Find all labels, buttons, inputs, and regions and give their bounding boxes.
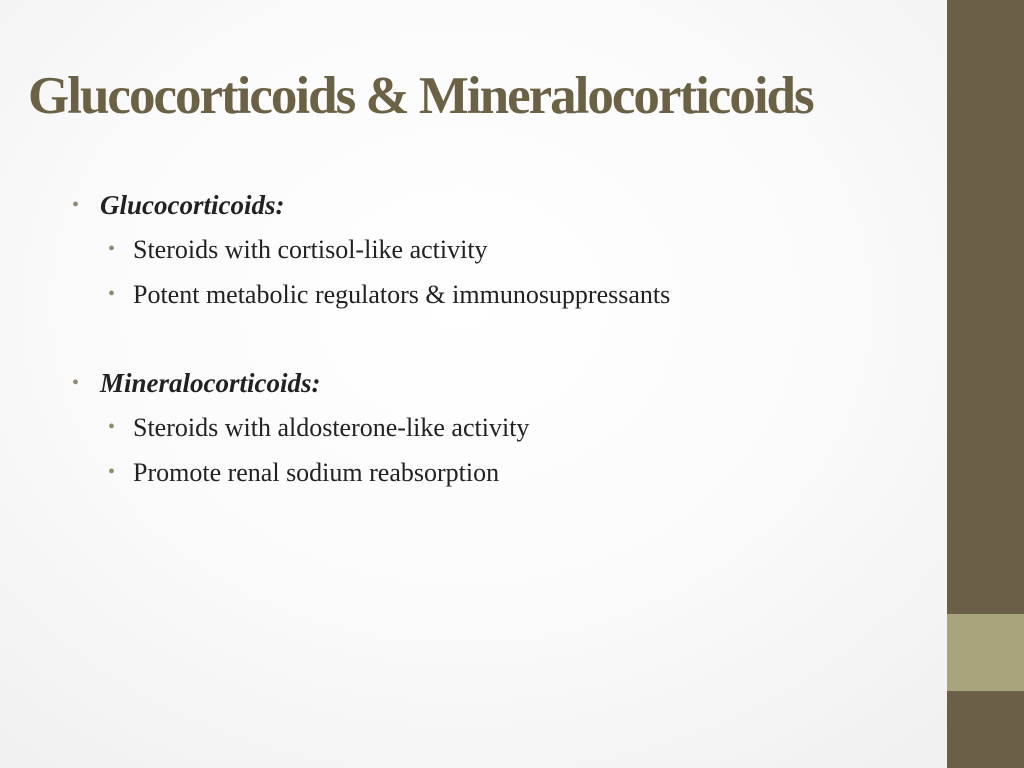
list-item — [72, 405, 932, 450]
list-item — [72, 227, 932, 272]
list-item-text: Potent metabolic regulators & immunosuppressants — [133, 280, 671, 309]
section-spacer — [72, 317, 932, 361]
list-item-text: Steroids with aldosterone-like activity — [133, 413, 530, 442]
list-item-text: Steroids with cortisol-like activity — [133, 235, 488, 264]
slide-title: Glucocorticoids & Mineralocorticoids — [28, 67, 813, 125]
list-item — [72, 272, 932, 317]
list-item-text: Promote renal sodium reabsorption — [133, 458, 500, 487]
decorative-side-bar-accent — [947, 614, 1024, 691]
bullet-icon: • — [108, 238, 116, 260]
section-heading-label: Glucocorticoids: — [100, 190, 285, 220]
section-heading-label: Mineralocorticoids: — [100, 368, 321, 398]
bullet-icon: • — [108, 416, 116, 438]
bullet-icon: • — [72, 194, 80, 216]
section-heading-glucocorticoids — [72, 183, 932, 227]
bullet-icon: • — [108, 283, 116, 305]
bullet-icon: • — [72, 372, 80, 394]
list-item — [72, 450, 932, 495]
bullet-list — [72, 183, 932, 495]
section-heading-mineralocorticoids — [72, 361, 932, 405]
bullet-icon: • — [108, 461, 116, 483]
